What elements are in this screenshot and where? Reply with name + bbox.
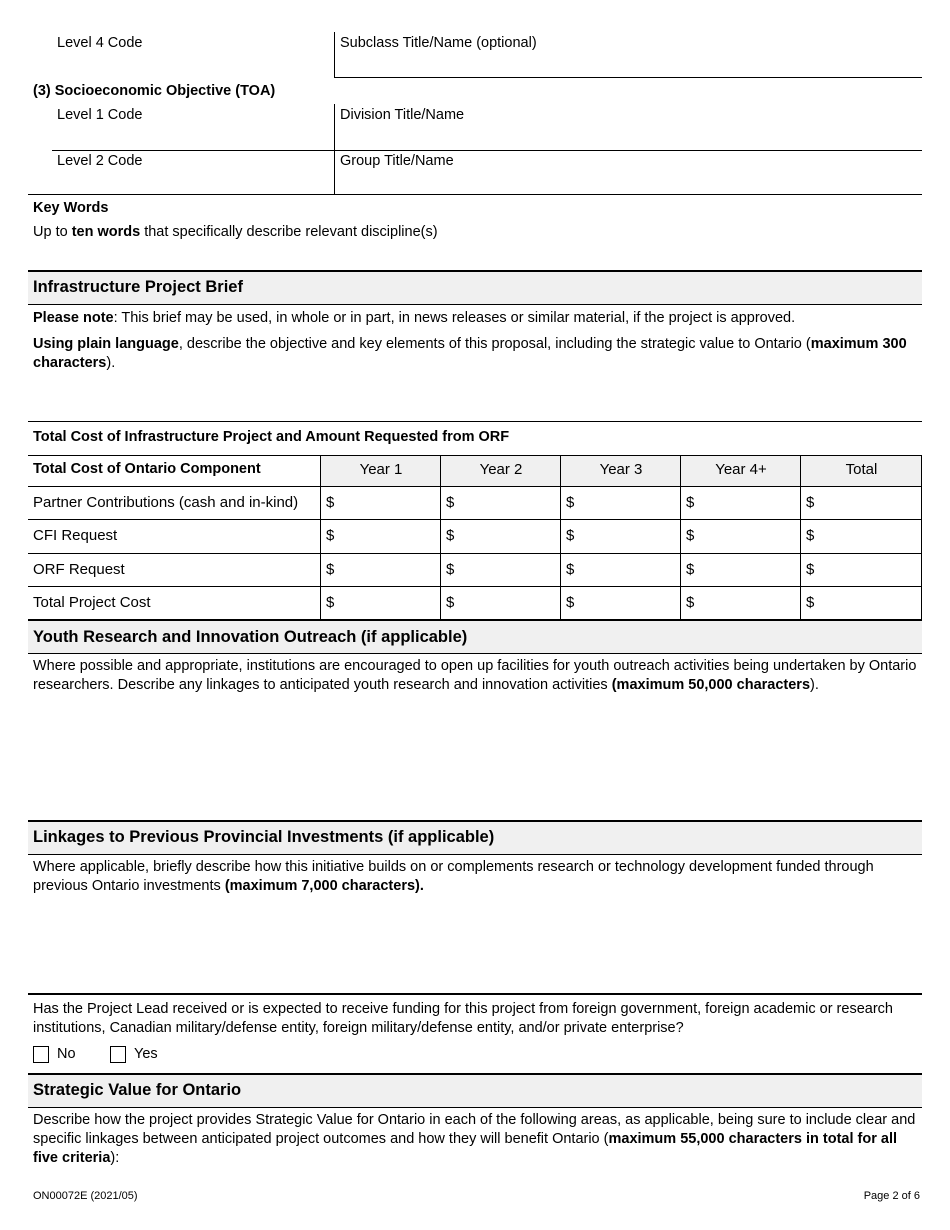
cost-col-divider [800, 455, 801, 620]
youth-end: ). [810, 677, 819, 693]
cost-table-right-border [921, 455, 922, 620]
brief-note-bold: Please note [33, 310, 114, 326]
brief-plain-max: maximum 300 characters [33, 336, 907, 371]
youth-heading: Youth Research and Innovation Outreach (if applicable) [33, 628, 468, 646]
col-year3-header: Year 3 [599, 461, 643, 478]
linkages-description[interactable] [33, 858, 913, 896]
cost-row-rule [28, 586, 922, 587]
row-orf-label: ORF Request [33, 561, 125, 578]
col-total-header: Total [845, 461, 878, 478]
level1-bottom-rule [52, 150, 922, 151]
linkages-header-bottom-rule [28, 854, 922, 855]
col-year4-header: Year 4+ [715, 461, 767, 478]
group-title-field[interactable]: Group Title/Name [340, 153, 454, 169]
cfi-year4-input[interactable]: $ [686, 527, 695, 544]
level4-bottom-rule [334, 77, 922, 78]
partner-year4-input[interactable]: $ [686, 494, 695, 511]
form-id: ON00072E (2021/05) [33, 1190, 138, 1202]
total-year2-input[interactable]: $ [446, 594, 455, 611]
cost-row-rule [28, 486, 922, 487]
cost-row-rule [28, 519, 922, 520]
brief-top-rule [28, 270, 922, 272]
brief-plain-text: , describe the objective and key elements of this proposal, including the strategic value to Ontario ( [178, 336, 811, 352]
brief-note-text: : This brief may be used, in whole or in part, in news releases or similar material, if the project is approved. [113, 310, 796, 326]
page-number: Page 2 of 6 [863, 1190, 920, 1202]
orf-year4-input[interactable]: $ [686, 561, 695, 578]
cost-col-divider [440, 455, 441, 620]
brief-plain-language[interactable] [33, 335, 913, 373]
col-year2-header: Year 2 [479, 461, 523, 478]
strategic-top-rule [28, 1073, 922, 1075]
linkages-max: (maximum 7,000 characters). [224, 878, 424, 894]
brief-heading: Infrastructure Project Brief [33, 278, 243, 296]
brief-plain-bold: Using plain language [33, 336, 179, 352]
cost-col-divider [560, 455, 561, 620]
subclass-title-field[interactable]: Subclass Title/Name (optional) [340, 35, 537, 51]
partner-total-input[interactable]: $ [806, 494, 815, 511]
partner-year3-input[interactable]: $ [566, 494, 575, 511]
linkages-heading: Linkages to Previous Provincial Investments (if applicable) [33, 828, 495, 846]
keywords-desc-bold: ten words [71, 224, 141, 240]
linkages-top-rule [28, 820, 922, 822]
orf-year3-input[interactable]: $ [566, 561, 575, 578]
cost-header-label: Total Cost of Ontario Component [33, 461, 261, 477]
youth-description[interactable] [33, 657, 918, 695]
keywords-heading: Key Words [33, 200, 109, 216]
toa-heading: (3) Socioeconomic Objective (TOA) [33, 83, 276, 99]
level1-divider [334, 104, 335, 151]
partner-year1-input[interactable]: $ [326, 494, 335, 511]
cost-col-divider [320, 455, 321, 620]
brief-plain-end: ). [106, 355, 116, 371]
cfi-year1-input[interactable]: $ [326, 527, 335, 544]
no-checkbox[interactable] [33, 1046, 49, 1063]
foreign-question: Has the Project Lead received or is expected to receive funding for this project from foreign government, foreign academic or research institutions, Canadian military/defense entity, foreign military/defense entity, and/or private enterprise? [33, 1001, 893, 1036]
cost-table-title: Total Cost of Infrastructure Project and Amount Requested from ORF [33, 429, 510, 445]
youth-text: Where possible and appropriate, institutions are encouraged to open up facilities for youth outreach activities being undertaken by Ontario researchers. Describe any linkages to anticipated youth research and innovation activities [33, 658, 917, 693]
cfi-total-input[interactable]: $ [806, 527, 815, 544]
total-year1-input[interactable]: $ [326, 594, 335, 611]
strategic-end: ): [110, 1150, 120, 1166]
cfi-year3-input[interactable]: $ [566, 527, 575, 544]
col-year1-header: Year 1 [359, 461, 403, 478]
cost-title-top-rule [28, 421, 922, 422]
level2-code-field[interactable]: Level 2 Code [57, 153, 143, 169]
total-year4-input[interactable]: $ [686, 594, 695, 611]
level1-code-field[interactable]: Level 1 Code [57, 107, 143, 123]
level2-divider [334, 151, 335, 195]
keywords-description[interactable] [33, 224, 438, 240]
orf-year1-input[interactable]: $ [326, 561, 335, 578]
yes-label: Yes [134, 1046, 158, 1062]
level4-code-label: Level 4 Code [57, 35, 143, 51]
row-total-label: Total Project Cost [33, 594, 151, 611]
level2-bottom-rule [28, 194, 922, 195]
division-title-field[interactable]: Division Title/Name [340, 107, 465, 123]
linkages-text: Where applicable, briefly describe how this initiative builds on or complements research or technology development funded through previous Ontario investments [33, 859, 874, 894]
total-year3-input[interactable]: $ [566, 594, 575, 611]
row-partner-label: Partner Contributions (cash and in-kind) [33, 494, 299, 511]
brief-note [33, 309, 913, 328]
strategic-header-bottom-rule [28, 1107, 922, 1108]
level4-divider [334, 32, 335, 78]
keywords-desc-prefix: Up to [33, 224, 72, 240]
orf-total-input[interactable]: $ [806, 561, 815, 578]
cfi-year2-input[interactable]: $ [446, 527, 455, 544]
keywords-desc-suffix: that specifically describe relevant discipline(s) [140, 224, 438, 240]
orf-year2-input[interactable]: $ [446, 561, 455, 578]
foreign-top-rule [28, 993, 922, 995]
total-total-input[interactable]: $ [806, 594, 815, 611]
strategic-description[interactable] [33, 1111, 918, 1168]
cost-col-divider [680, 455, 681, 620]
strategic-text: Describe how the project provides Strategic Value for Ontario in each of the following areas, as applicable, being sure to include clear and specific linkages between anticipated project outcomes and how they will benefit Ontario ( [33, 1112, 916, 1147]
brief-header-bottom-rule [28, 304, 922, 305]
youth-header-bottom-rule [28, 653, 922, 654]
no-label: No [57, 1046, 76, 1062]
cost-row-rule [28, 553, 922, 554]
partner-year2-input[interactable]: $ [446, 494, 455, 511]
youth-max: (maximum 50,000 characters [611, 677, 811, 693]
strategic-heading: Strategic Value for Ontario [33, 1081, 242, 1099]
yes-checkbox[interactable] [110, 1046, 126, 1063]
strategic-max: maximum 55,000 characters in total for all five criteria [33, 1131, 897, 1166]
row-cfi-label: CFI Request [33, 527, 118, 544]
